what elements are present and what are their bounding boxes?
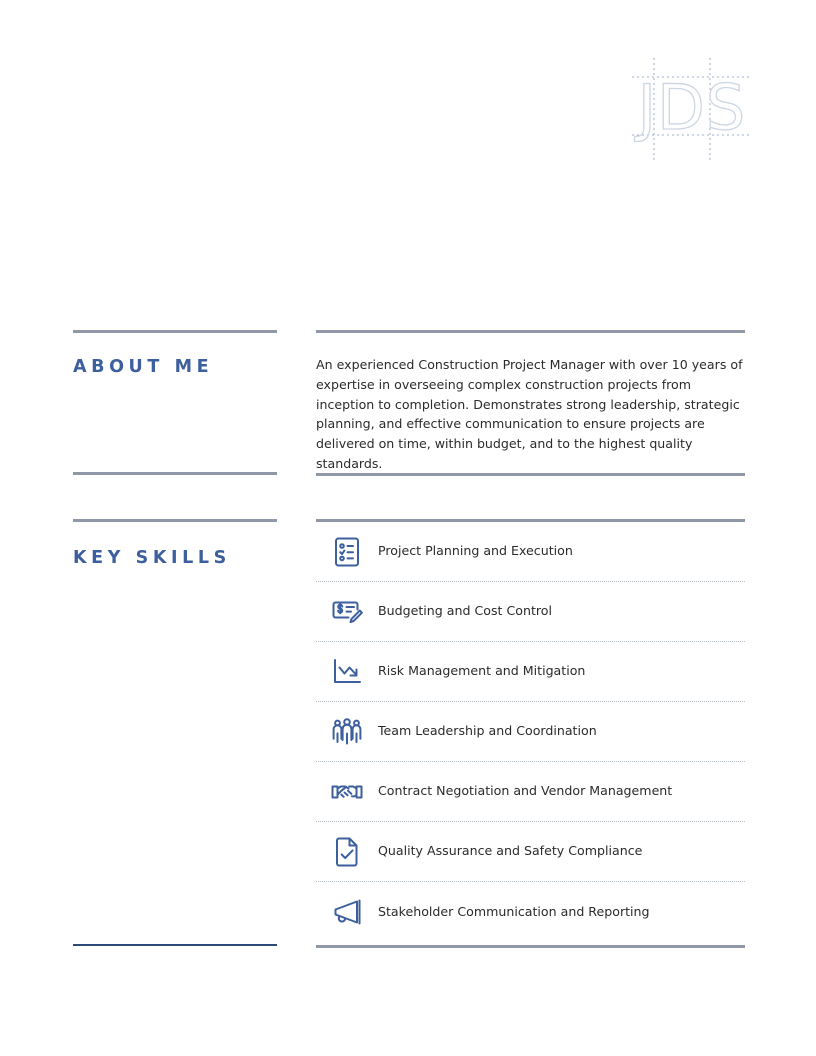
about-right-rule-top [316,330,745,333]
about-left-rule-top [73,330,277,333]
skills-left-rule-bottom [73,944,277,946]
skill-list-item[interactable] [316,522,745,582]
logo-letters: JDS [637,71,747,144]
skill-label: Team Leadership and Coordination [378,723,597,739]
checklist-clipboard-icon [316,535,378,569]
skill-list-item[interactable] [316,582,745,642]
skills-left-rule-bottom-wrap [73,944,277,946]
logo-block [632,58,752,162]
about-left-rule-bottom [73,472,277,475]
cheque-with-pencil-icon [316,595,378,629]
three-people-group-icon [316,715,378,749]
key-skills-list [316,522,745,942]
about-me-heading: ABOUT ME [73,357,214,377]
megaphone-icon [316,895,378,929]
skill-label: Contract Negotiation and Vendor Management [378,783,673,799]
about-right-column [316,330,745,474]
about-me-paragraph: An experienced Construction Project Manager with over 10 years of expertise in overseeing complex construction projects from inception to completion. Demonstrates strong leadership, strategic planning, and effective communication to ensure projects are delivered on time, within budget, and to the highest quality standards. [316,357,743,471]
skills-right-column [316,519,745,942]
skill-label: Stakeholder Communication and Reporting [378,903,650,919]
declining-line-chart-icon [316,655,378,689]
skill-list-item[interactable] [316,702,745,762]
skill-list-item[interactable] [316,882,745,942]
about-left-rule-bottom-wrap [73,472,277,475]
skill-list-item[interactable] [316,762,745,822]
about-right-rule-bottom-wrap [316,473,745,476]
about-me-section [0,330,816,480]
document-check-icon [316,835,378,869]
skills-left-rule-top [73,519,277,522]
skill-label: Budgeting and Cost Control [378,603,552,619]
skill-list-item[interactable] [316,822,745,882]
skills-right-rule-bottom-wrap [316,945,745,948]
about-right-rule-bottom [316,473,745,476]
skill-label: Quality Assurance and Safety Compliance [378,843,643,859]
skill-label: Risk Management and Mitigation [378,663,586,679]
skills-left-column [73,519,277,568]
about-left-column [73,330,277,377]
jds-monogram-logo [632,58,752,162]
skills-right-rule-bottom [316,945,745,948]
skill-label: Project Planning and Execution [378,543,573,559]
handshake-icon [316,775,378,809]
key-skills-heading: KEY SKILLS [73,548,231,568]
skill-list-item[interactable] [316,642,745,702]
